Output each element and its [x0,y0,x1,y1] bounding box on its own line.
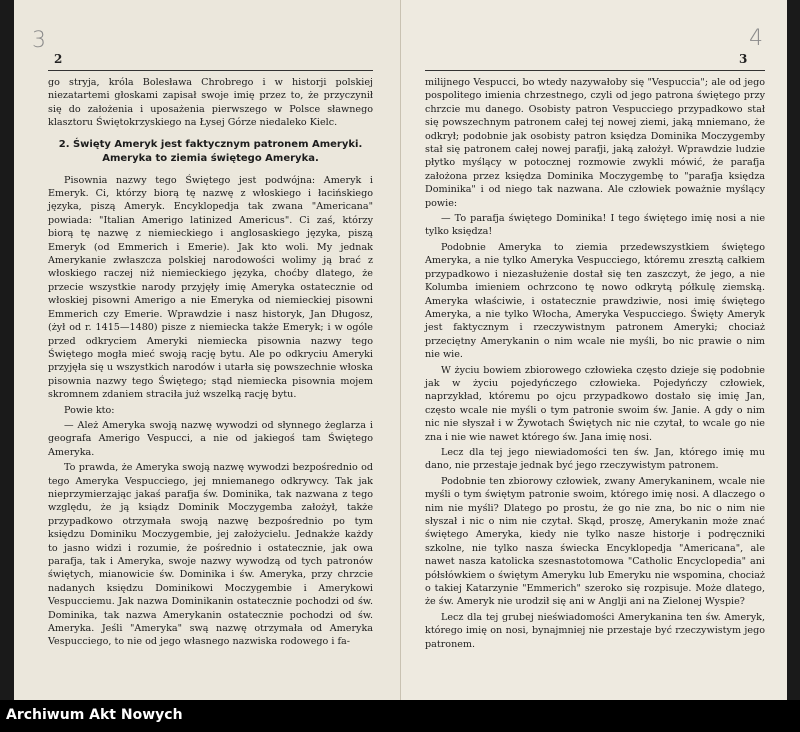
right-page-text [425,76,765,653]
paragraph: — To parafja świętego Dominika! I tego świętego imię nosi a nie tylko księdza! [425,213,765,238]
paragraph: milijnego Vespucci, bo wtedy nazywałoby się "Vespuccia"; ale od jego pospolitego imienia chrzestnego, czyli od jego patrona świętego przy chrzcie mu danego. Osobisty patron Vespucciego przypadkowo stał się powszechnym patronem całej tej nowej ziemi, jaką mniemano, że odkrył; podobnie jak osobisty patron księdza Dominika Moczygemby stał się patronem całej nowej parafji, jaką założył. Wprawdzie ludzie płytko myślący w potocznej rozmowie zwykli mówić, że parafja założona przez księdza Dominika Moczygembę to "parafja księdza Dominika" i od niego tak nazwana. Ale człowiek poważnie myślący powie: [425,77,765,209]
paragraph: Pisownia nazwy tego Świętego jest podwójna: Ameryk i Emeryk. Ci, którzy biorą tę nazwę z włoskiego i łacińskiego języka, piszą Ameryk. Encyklopedja tak zwana "Americana" powiada: "Italian Amerigo latinized Americus". Ci zaś, którzy biorą tę nazwę z niemieckiego i anglosaskiego języka, piszą Emeryk (od Emmerich i Emerie). Jak kto woli. My jednak Amerykanie zwłaszcza polskiej narodowości wolimy ją brać z włoskiego raczej niż niemieckiego języka, choćby dlatego, że przecie wszystkie narody przyjęły imię Ameryka ostatecznie od włoskiej pisowni Amerigo a nie Emeryka od niemieckiej pisowni Emmerich czy Emerie. Wprawdzie i nasz historyk, Jan Długosz, (żył od r. 1415—1480) pisze z niemiecka także Emeryk; i w ogóle przed odkryciem Ameryki niemiecka pisownia nazwy tego Świętego mogła mieć swoją rację bytu. Ale po odkryciu Ameryki przyjęła się u wszystkich narodów i utarła się powszechnie włoska pisownia nazwy tego Świętego; stąd niemiecka pisownia mojem skromnem zdaniem straciła już wszelką rację bytu. [48,174,373,401]
right-page [401,0,787,700]
paragraph: Lecz dla tej jego niewiadomości ten św. Jan, którego imię mu dano, nie przestaje jednak być jego rzeczywistym patronem. [425,446,765,472]
left-page-text [48,76,373,651]
paragraph-intro: go stryja, króla Bolesława Chrobrego i w historji polskiej niezatartemi głoskami zapisał swoje imię przez to, że przyczynił się do założenia i uposażenia pierwszego w Polsce sławnego klasztoru Świętokrzyskiego na Łysej Górze niedaleko Kielc. [48,77,373,129]
paragraph: Lecz dla tej grubej nieświadomości Amerykanina ten św. Ameryk, którego imię on nosi, bynajmniej nie przestaje być rzeczywistym jego patronem. [425,611,765,650]
page-number-right: 3 [739,52,748,66]
pencil-mark-right: 4 [749,26,763,51]
archive-footer [0,700,800,732]
paragraph: To prawda, że Ameryka swoją nazwę wywodzi bezpośrednio od tego Ameryka Vespucciego, jej mniemanego odkrywcy. Tak jak nieprzymierzając jakaś parafja św. Dominika, tak nazwana z tego względu, że ją ksiądz Dominik Moczygemba założył, także przypadkowo otrzymała swoją nazwę bezpośrednio po tym księdzu Dominiku Moczygembie, jej założycielu. Jednakże każdy to jasno widzi i rozumie, że pośrednio i ostatecznie, jak owa parafja, tak i Ameryka, swoje nazwy wywodzą od tych patronów świętych, mianowicie św. Dominika i św. Ameryka, przy chrzcie nadanych księdzu Dominikowi Moczygembie i Amerykowi Vespucciemu. Jak nazwa Dominikanin ostatecznie pochodzi od św. Dominika, tak nazwa Amerykanin ostatecznie pochodzi od św. Ameryka. Jeśli "Ameryka" swą nazwę otrzymała od Ameryka Vespucciego, to nie od jego własnego nazwiska rodowego i fa- [48,462,373,648]
paragraph: Podobnie Ameryka to ziemia przedewszystkiem świętego Ameryka, a nie tylko Ameryka Vespucciego, któremu zresztą całkiem przypadkowo i niezasłużenie dostał się ten zaszczyt, że jego, a nie Kolumba imieniem ochrzcono tę nowo odkrytą półkulę ziemską. Ameryka właściwie, i ostatecznie prawdziwie, nosi imię świętego Ameryka, a nie tylko Włocha, Ameryka Vespucciego. Święty Ameryk jest faktycznym i rzeczywistnym patronem Ameryki; chociaż przeciętny Amerykanin o nim wcale nie myśli, bo nic prawie o nim nie wie. [425,241,765,361]
left-page [14,0,401,700]
pencil-mark-left: 3 [32,28,46,53]
paragraph: W życiu bowiem zbiorowego człowieka często dzieje się podobnie jak w życiu pojedyńczego człowieka. Pojedyńczy człowiek, naprzykład, któremu po ojcu przypadkowo dostało się imię Jan, często wcale nie myśli o tym patronie swoim św. Janie. A gdy o nim nic nie słyszał i w Żywotach Świętych nic nie czytał, to wcale go nie zna i nie wie nawet którego św. Jana imię nosi. [425,364,765,443]
paragraph: — Alеż Ameryka swoją nazwę wywodzi od słynnego żeglarza i geografa Amerigo Vespucci, a nie od jakiegoś tam Świętego Ameryka. [48,419,373,458]
paragraph: Podobnie ten zbiorowy człowiek, zwany Amerykaninem, wcale nie myśli o tym świętym patronie swoim, którego imię nosi. A dlaczego o nim nie myśli? Dlatego po prostu, że go nie zna, bo nic o nim nie słyszał i nic o nim nie czytał. Skąd, proszę, Amerykanin może znać świętego Ameryka, kiedy nie tylko nasze historje i podręczniki szkolne, nie tylko nasza świecka Encyklopedja "Americana", ale nawet nasza katolicka szesnastotomowa "Catholic Encyclopedia" ani półsłówkiem o świętym Ameryku lub Emeryku nie wspomina, chociaż o takiej Katarzynie "Emmerich" szeroko się rozpisuje. Może dlatego, że św. Ameryk nie urodził się ani w Anglji ani na Zielonej Wyspie? [425,475,765,608]
archive-label: Archiwum Akt Nowych [6,707,183,723]
header-rule-left [48,70,373,71]
paragraph: Powie kto: [64,404,115,416]
header-rule-right [425,70,765,71]
page-number-left: 2 [54,52,63,66]
section-heading: 2. Święty Ameryk jest faktycznym patronem Ameryki. Ameryka to ziemia świętego Ameryka. [58,138,363,164]
